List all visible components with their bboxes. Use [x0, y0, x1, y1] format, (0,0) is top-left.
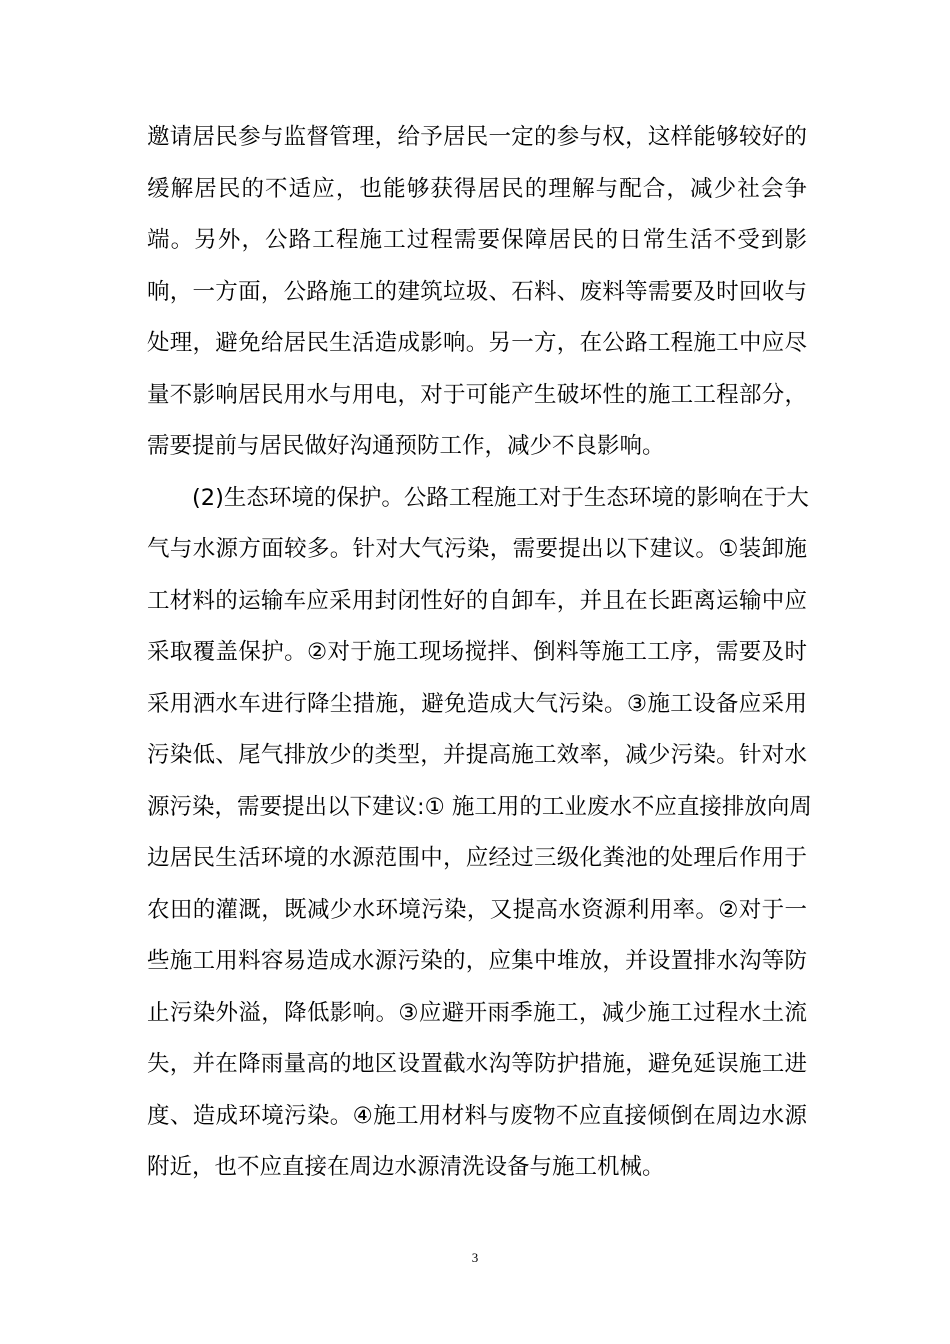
text-line: 邀请居民参与监督管理，给予居民一定的参与权，这样能够较好的 — [147, 124, 807, 150]
paragraph-ecology — [147, 473, 812, 1194]
text-line: 度、造成环境污染。④施工用材料与废物不应直接倾倒在周边水源 — [147, 1102, 807, 1129]
text-line: 污染低、尾气排放少的类型，并提高施工效率，减少污染。针对水 — [147, 742, 807, 768]
text-line: 处理，避免给居民生活造成影响。另一方，在公路工程施工中应尽 — [147, 330, 807, 356]
text-line: 失，并在降雨量高的地区设置截水沟等防护措施，避免延误施工进 — [147, 1051, 807, 1077]
text-line: (2)生态环境的保护。公路工程施工对于生态环境的影响在于大 — [192, 484, 809, 511]
text-line: 边居民生活环境的水源范围中，应经过三级化粪池的处理后作用于 — [147, 845, 807, 871]
text-line: 气与水源方面较多。针对大气污染，需要提出以下建议。①装卸施 — [147, 536, 807, 562]
page-number: 3 — [471, 1250, 479, 1265]
paragraph-residents — [147, 112, 807, 473]
body-text — [147, 112, 812, 1194]
text-line: 采取覆盖保护。②对于施工现场搅拌、倒料等施工工序，需要及时 — [147, 639, 807, 665]
text-line: 些施工用料容易造成水源污染的，应集中堆放，并设置排水沟等防 — [147, 948, 807, 974]
text-line: 需要提前与居民做好沟通预防工作，减少不良影响。 — [147, 433, 665, 459]
text-line: 缓解居民的不适应，也能够获得居民的理解与配合，减少社会争 — [147, 175, 807, 202]
text-line: 农田的灌溉，既减少水环境污染，又提高水资源利用率。②对于一 — [147, 896, 807, 923]
text-line: 端。另外，公路工程施工过程需要保障居民的日常生活不受到影 — [147, 227, 807, 253]
text-line: 响，一方面，公路施工的建筑垃圾、石料、废料等需要及时回收与 — [147, 278, 807, 305]
text-line: 附近，也不应直接在周边水源清洗设备与施工机械。 — [147, 1154, 665, 1180]
text-line: 止污染外溢，降低影响。③应避开雨季施工，减少施工过程水土流 — [147, 999, 807, 1026]
text-line: 采用洒水车进行降尘措施，避免造成大气污染。③施工设备应采用 — [147, 690, 807, 717]
text-line: 量不影响居民用水与用电，对于可能产生破坏性的施工工程部分， — [147, 381, 807, 408]
text-line: 工材料的运输车应采用封闭性好的自卸车，并且在长距离运输中应 — [147, 587, 807, 614]
text-line: 源污染，需要提出以下建议:① 施工用的工业废水不应直接排放向周 — [147, 793, 812, 820]
